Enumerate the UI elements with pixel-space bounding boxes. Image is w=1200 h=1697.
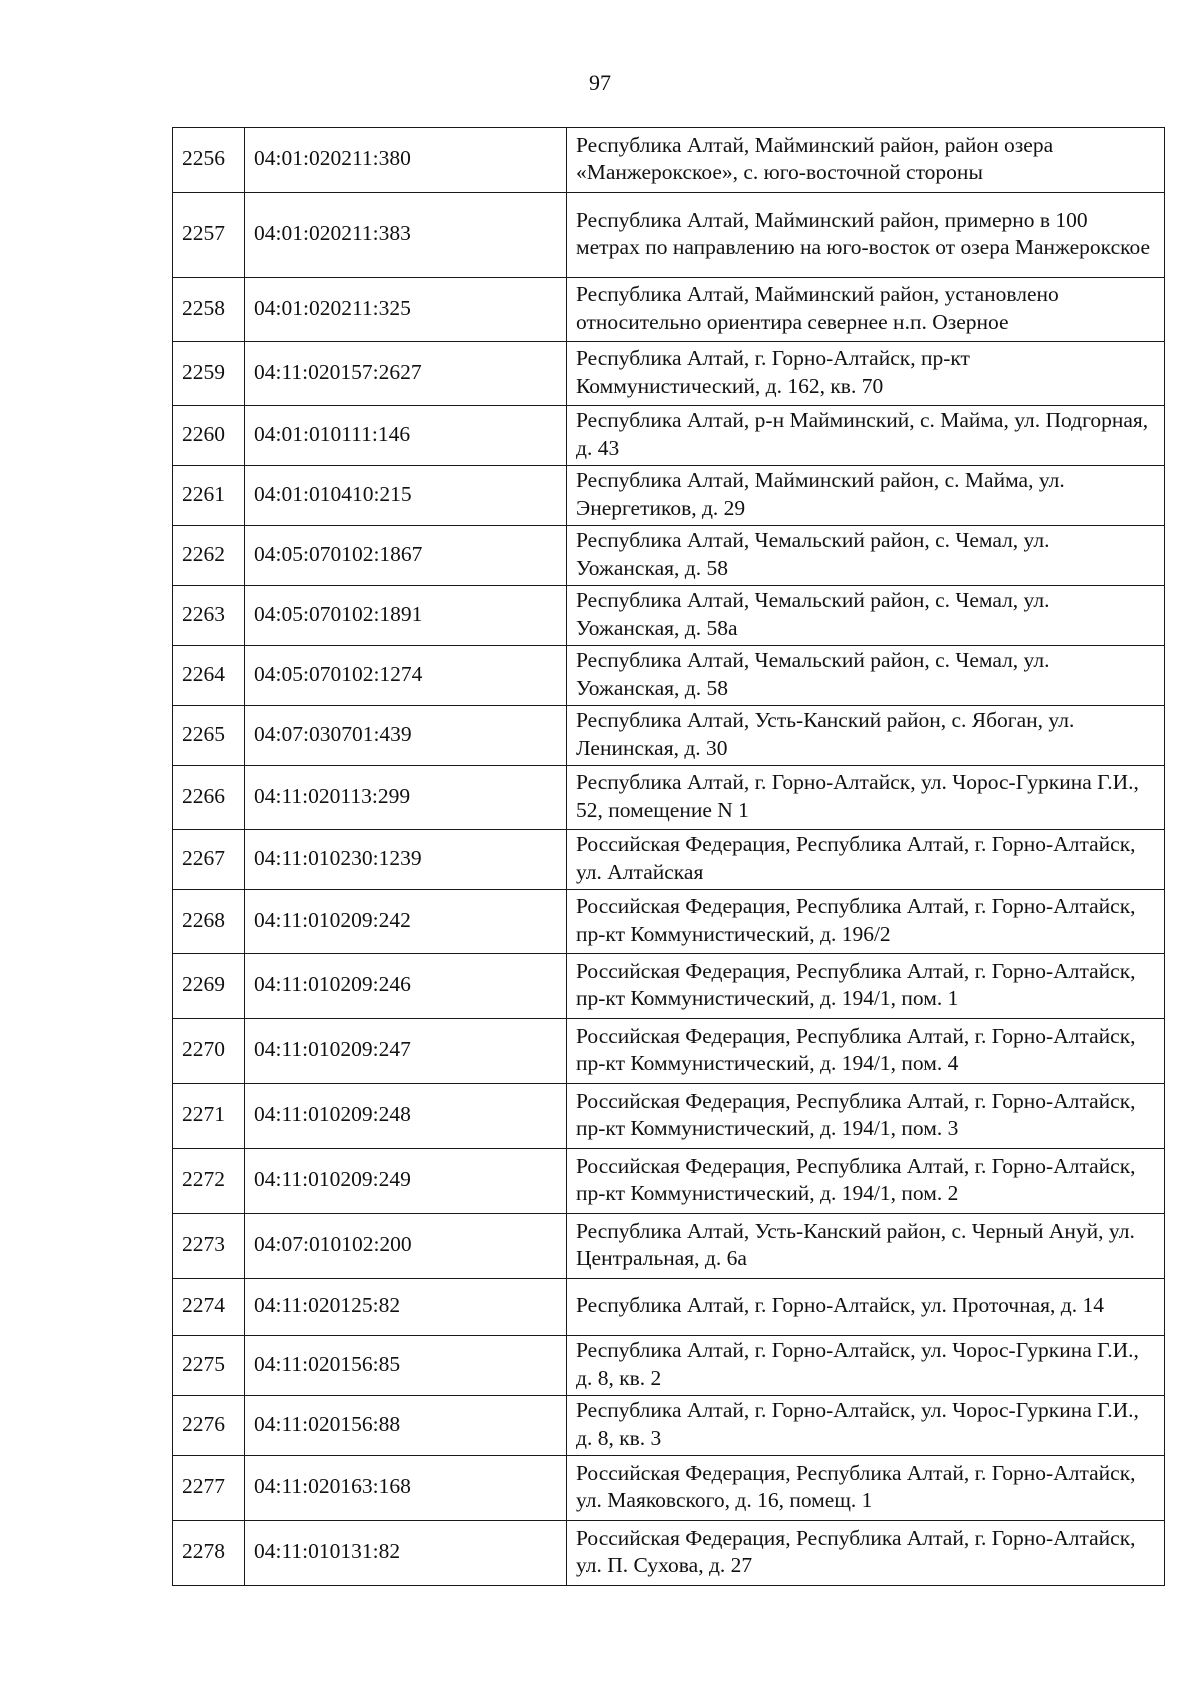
row-number-cell: 2257: [173, 193, 245, 278]
address-cell: Российская Федерация, Республика Алтай, г. Горно-Алтайск, пр-кт Коммунистический, д. 194/1, пом. 2: [567, 1149, 1165, 1214]
row-number-cell: 2261: [173, 466, 245, 526]
table-row: [173, 954, 1165, 1019]
row-number-cell: 2260: [173, 406, 245, 466]
address-cell: Республика Алтай, Майминский район, с. Майма, ул. Энергетиков, д. 29: [567, 466, 1165, 526]
registry-table: [172, 127, 1165, 1586]
table-row: [173, 646, 1165, 706]
table-row: [173, 342, 1165, 406]
table-row: [173, 1214, 1165, 1279]
row-number-cell: 2268: [173, 890, 245, 954]
table-row: [173, 706, 1165, 766]
address-cell: Российская Федерация, Республика Алтай, г. Горно-Алтайск, ул. П. Сухова, д. 27: [567, 1521, 1165, 1586]
address-cell: Российская Федерация, Республика Алтай, г. Горно-Алтайск, ул. Маяковского, д. 16, помещ. 1: [567, 1456, 1165, 1521]
address-cell: Республика Алтай, Майминский район, примерно в 100 метрах по направлению на юго-восток от озера Манжерокское: [567, 193, 1165, 278]
address-cell: Республика Алтай, г. Горно-Алтайск, ул. Чорос-Гуркина Г.И., 52, помещение N 1: [567, 766, 1165, 830]
row-number-cell: 2275: [173, 1336, 245, 1396]
row-number-cell: 2259: [173, 342, 245, 406]
address-cell: Республика Алтай, Чемальский район, с. Чемал, ул. Уожанская, д. 58: [567, 646, 1165, 706]
table-row: [173, 278, 1165, 342]
table-row: [173, 830, 1165, 890]
cadastral-number-cell: 04:01:020211:380: [245, 128, 567, 193]
table-row: [173, 466, 1165, 526]
table-row: [173, 1149, 1165, 1214]
cadastral-number-cell: 04:11:020156:88: [245, 1396, 567, 1456]
table-row: [173, 128, 1165, 193]
cadastral-number-cell: 04:11:010209:242: [245, 890, 567, 954]
row-number-cell: 2265: [173, 706, 245, 766]
cadastral-number-cell: 04:11:010131:82: [245, 1521, 567, 1586]
row-number-cell: 2266: [173, 766, 245, 830]
cadastral-number-cell: 04:11:020157:2627: [245, 342, 567, 406]
cadastral-number-cell: 04:11:020113:299: [245, 766, 567, 830]
row-number-cell: 2262: [173, 526, 245, 586]
address-cell: Республика Алтай, г. Горно-Алтайск, пр-кт Коммунистический, д. 162, кв. 70: [567, 342, 1165, 406]
table-row: [173, 1521, 1165, 1586]
row-number-cell: 2276: [173, 1396, 245, 1456]
row-number-cell: 2277: [173, 1456, 245, 1521]
cadastral-number-cell: 04:01:020211:325: [245, 278, 567, 342]
cadastral-number-cell: 04:11:020163:168: [245, 1456, 567, 1521]
cadastral-number-cell: 04:11:010209:248: [245, 1084, 567, 1149]
address-cell: Российская Федерация, Республика Алтай, г. Горно-Алтайск, пр-кт Коммунистический, д. 194/1, пом. 4: [567, 1019, 1165, 1084]
table-row: [173, 766, 1165, 830]
row-number-cell: 2271: [173, 1084, 245, 1149]
cadastral-number-cell: 04:05:070102:1891: [245, 586, 567, 646]
cadastral-number-cell: 04:01:020211:383: [245, 193, 567, 278]
address-cell: Республика Алтай, р-н Майминский, с. Майма, ул. Подгорная, д. 43: [567, 406, 1165, 466]
cadastral-number-cell: 04:11:010209:247: [245, 1019, 567, 1084]
cadastral-number-cell: 04:07:010102:200: [245, 1214, 567, 1279]
cadastral-number-cell: 04:11:010209:249: [245, 1149, 567, 1214]
row-number-cell: 2269: [173, 954, 245, 1019]
page-number: 97: [589, 70, 611, 95]
row-number-cell: 2256: [173, 128, 245, 193]
row-number-cell: 2263: [173, 586, 245, 646]
cadastral-number-cell: 04:05:070102:1867: [245, 526, 567, 586]
address-cell: Российская Федерация, Республика Алтай, г. Горно-Алтайск, пр-кт Коммунистический, д. 194/1, пом. 1: [567, 954, 1165, 1019]
address-cell: Российская Федерация, Республика Алтай, г. Горно-Алтайск, пр-кт Коммунистический, д. 194/1, пом. 3: [567, 1084, 1165, 1149]
address-cell: Республика Алтай, Майминский район, район озера «Манжерокское», с. юго-восточной стороны: [567, 128, 1165, 193]
address-cell: Республика Алтай, г. Горно-Алтайск, ул. Проточная, д. 14: [567, 1279, 1165, 1336]
address-cell: Российская Федерация, Республика Алтай, г. Горно-Алтайск, пр-кт Коммунистический, д. 196/2: [567, 890, 1165, 954]
cadastral-number-cell: 04:11:020125:82: [245, 1279, 567, 1336]
row-number-cell: 2278: [173, 1521, 245, 1586]
cadastral-number-cell: 04:07:030701:439: [245, 706, 567, 766]
address-cell: Республика Алтай, Усть-Канский район, с. Ябоган, ул. Ленинская, д. 30: [567, 706, 1165, 766]
cadastral-number-cell: 04:11:010230:1239: [245, 830, 567, 890]
table-row: [173, 1084, 1165, 1149]
table-row: [173, 1396, 1165, 1456]
table-row: [173, 406, 1165, 466]
row-number-cell: 2258: [173, 278, 245, 342]
table-row: [173, 890, 1165, 954]
address-cell: Республика Алтай, Чемальский район, с. Чемал, ул. Уожанская, д. 58: [567, 526, 1165, 586]
registry-table-body: [173, 128, 1165, 1586]
address-cell: Республика Алтай, г. Горно-Алтайск, ул. Чорос-Гуркина Г.И., д. 8, кв. 2: [567, 1336, 1165, 1396]
cadastral-number-cell: 04:05:070102:1274: [245, 646, 567, 706]
address-cell: Республика Алтай, Майминский район, установлено относительно ориентира севернее н.п. Озерное: [567, 278, 1165, 342]
table-row: [173, 526, 1165, 586]
table-row: [173, 1019, 1165, 1084]
cadastral-number-cell: 04:01:010410:215: [245, 466, 567, 526]
table-row: [173, 1336, 1165, 1396]
row-number-cell: 2272: [173, 1149, 245, 1214]
cadastral-number-cell: 04:11:010209:246: [245, 954, 567, 1019]
row-number-cell: 2274: [173, 1279, 245, 1336]
table-row: [173, 1279, 1165, 1336]
address-cell: Республика Алтай, Чемальский район, с. Чемал, ул. Уожанская, д. 58а: [567, 586, 1165, 646]
cadastral-number-cell: 04:11:020156:85: [245, 1336, 567, 1396]
row-number-cell: 2267: [173, 830, 245, 890]
row-number-cell: 2264: [173, 646, 245, 706]
table-row: [173, 1456, 1165, 1521]
row-number-cell: 2270: [173, 1019, 245, 1084]
row-number-cell: 2273: [173, 1214, 245, 1279]
table-row: [173, 586, 1165, 646]
address-cell: Республика Алтай, Усть-Канский район, с. Черный Ануй, ул. Центральная, д. 6а: [567, 1214, 1165, 1279]
cadastral-number-cell: 04:01:010111:146: [245, 406, 567, 466]
address-cell: Республика Алтай, г. Горно-Алтайск, ул. Чорос-Гуркина Г.И., д. 8, кв. 3: [567, 1396, 1165, 1456]
table-row: [173, 193, 1165, 278]
address-cell: Российская Федерация, Республика Алтай, г. Горно-Алтайск, ул. Алтайская: [567, 830, 1165, 890]
